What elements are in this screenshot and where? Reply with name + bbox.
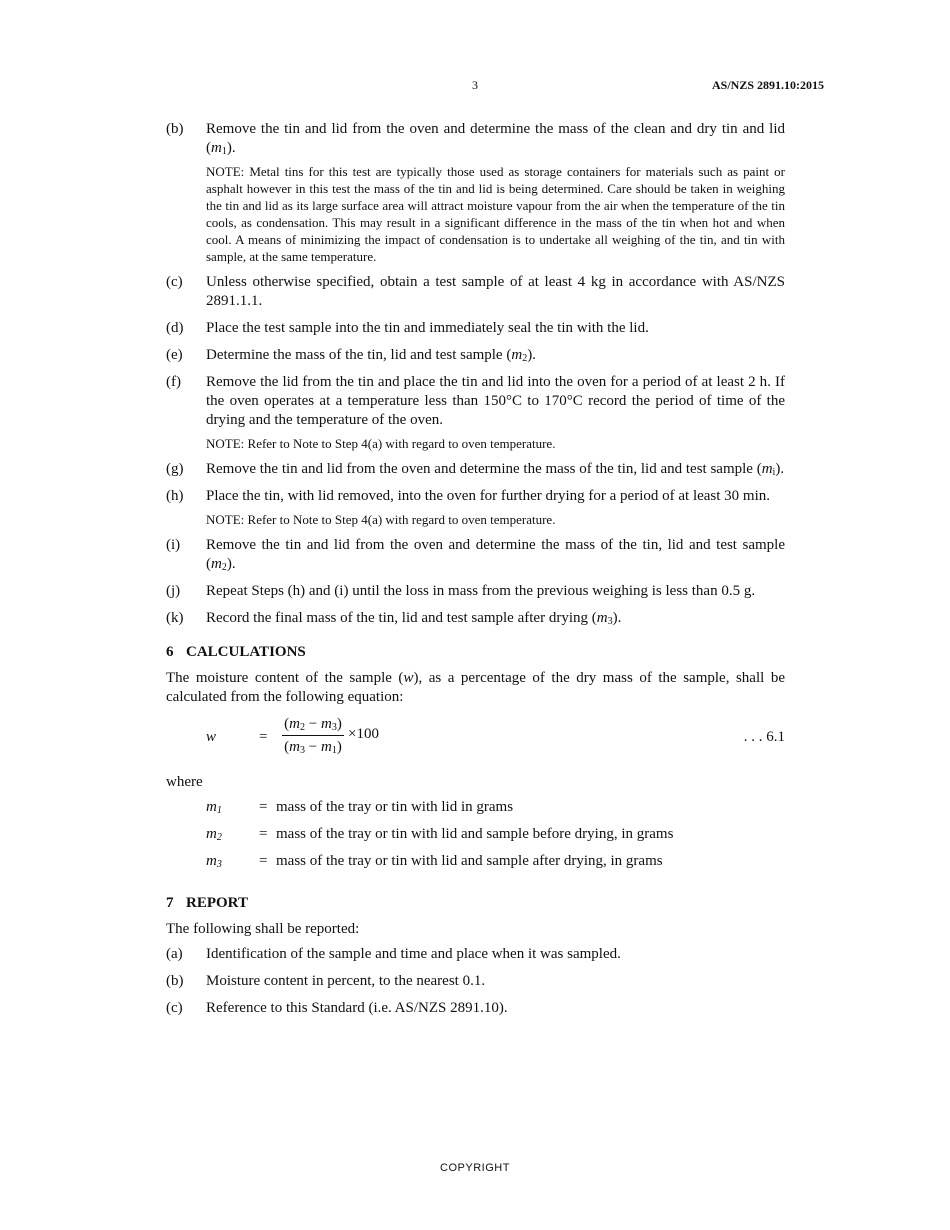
step-text: Unless otherwise specified, obtain a test sample of at least 4 kg in accordance with AS/NZS 2891.1.1. <box>206 274 785 309</box>
step-text-tail: ). <box>226 140 236 156</box>
equation-multiplier: ×100 <box>348 726 379 742</box>
denominator-term-sub: 1 <box>331 745 337 756</box>
step-label: (f) <box>166 374 181 390</box>
procedure-list <box>166 120 785 628</box>
step-variable-subscript: i <box>772 467 776 478</box>
procedure-step-f <box>166 373 785 452</box>
denominator-term: m <box>289 739 301 755</box>
step-label: (i) <box>166 537 181 553</box>
step-note: NOTE: Refer to Note to Step 4(a) with regard to oven temperature. <box>206 512 556 527</box>
step-label: (h) <box>166 488 184 504</box>
section-title: CALCULATIONS <box>186 644 306 660</box>
step-variable-subscript: 3 <box>607 616 613 627</box>
step-note: NOTE: Refer to Note to Step 4(a) with regard to oven temperature. <box>206 436 556 451</box>
definition-text: mass of the tray or tin with lid and sample before drying, in grams <box>276 826 674 842</box>
procedure-step-d <box>166 319 785 338</box>
page-number: 3 <box>472 78 478 92</box>
step-variable-subscript: 2 <box>221 562 227 573</box>
symbol-subscript: 1 <box>216 805 222 816</box>
equation-6-1 <box>166 713 785 765</box>
step-text: Remove the tin and lid from the oven and determine the mass of the clean and dry tin and lid ( <box>206 121 785 156</box>
numerator-term-sub: 3 <box>331 722 337 733</box>
step-text-tail: ). <box>527 347 536 363</box>
equation-lhs: w <box>206 729 217 745</box>
procedure-step-g <box>166 460 785 479</box>
copyright-footer: COPYRIGHT <box>440 1162 510 1174</box>
paren-close: ) <box>336 739 342 755</box>
standard-designation: AS/NZS 2891.10:2015 <box>711 78 824 92</box>
definition-symbol <box>206 852 222 871</box>
intro-text: The moisture content of the sample ( <box>166 670 404 686</box>
definition-m3 <box>206 852 785 879</box>
step-variable-subscript: 1 <box>221 146 227 157</box>
symbol-letter: m <box>206 799 217 815</box>
report-item-text: Identification of the sample and time and place when it was sampled. <box>206 946 621 962</box>
step-text: Remove the tin and lid from the oven and determine the mass of the tin, lid and test sample ( <box>206 461 762 477</box>
fraction-denominator <box>280 736 346 758</box>
minus-operator: − <box>305 739 321 755</box>
report-item-label: (a) <box>166 946 183 962</box>
report-item-text: Reference to this Standard (i.e. AS/NZS 2891.10). <box>206 1000 508 1016</box>
paren-open: ( <box>284 739 290 755</box>
report-item-c <box>166 999 785 1018</box>
step-text: Determine the mass of the tin, lid and test sample ( <box>206 347 512 363</box>
step-note: NOTE: Metal tins for this test are typically those used as storage containers for materials such as paint or asphalt however in this test the mass of the tin and lid is being determined. Care should be taken in weighing the tin and lid as its large surface area will attract moisture vapour from the air when the temperature of the tin cools, as condensation. This may result in a significant difference in the mass of the tin when hot and when cool. A means of minimizing the impact of condensation is to undertake all weighing of the tin, and tin with sample, at the same temperature. <box>206 164 785 264</box>
step-label: (b) <box>166 121 184 137</box>
report-item-a <box>166 945 785 964</box>
step-label: (k) <box>166 610 184 626</box>
paren-close: ) <box>336 716 342 732</box>
definition-symbol <box>206 798 222 817</box>
report-list <box>166 945 785 1018</box>
equation-number: . . . 6.1 <box>743 729 785 745</box>
step-label: (e) <box>166 347 183 363</box>
step-text: Remove the tin and lid from the oven and determine the mass of the tin, lid and test sample ( <box>206 537 785 572</box>
symbol-subscript: 2 <box>216 832 222 843</box>
definition-equals: = <box>259 853 268 869</box>
definition-equals: = <box>259 826 268 842</box>
procedure-step-k <box>166 609 785 628</box>
step-variable: m <box>596 610 608 626</box>
step-label: (d) <box>166 320 184 336</box>
paren-open: ( <box>284 716 290 732</box>
report-intro: The following shall be reported: <box>166 921 360 937</box>
procedure-step-c <box>166 273 785 311</box>
symbol-letter: m <box>206 853 217 869</box>
step-variable: m <box>511 347 523 363</box>
step-variable: m <box>211 556 222 572</box>
numerator-term: m <box>289 716 301 732</box>
equation-equals: = <box>259 729 268 745</box>
step-text: Remove the lid from the tin and place the tin and lid into the oven for a period of at least 2 h. If the oven operates at a temperature less than 150°C to 170°C record the period of time of the drying and the temperature of the oven. <box>206 374 785 428</box>
report-item-text: Moisture content in percent, to the nearest 0.1. <box>206 973 486 989</box>
procedure-step-e <box>166 346 785 365</box>
procedure-step-j <box>166 582 785 601</box>
section-number: 6 <box>166 644 174 660</box>
denominator-term: m <box>320 739 332 755</box>
report-item-b <box>166 972 785 991</box>
procedure-step-i <box>166 536 785 574</box>
denominator-term-sub: 3 <box>300 745 306 756</box>
numerator-term-sub: 2 <box>300 722 306 733</box>
calculations-intro <box>166 669 785 707</box>
symbol-subscript: 3 <box>216 859 222 870</box>
step-text: Repeat Steps (h) and (i) until the loss in mass from the previous weighing is less than 0.5 g. <box>206 583 756 599</box>
intro-variable: w <box>403 670 414 686</box>
definition-text: mass of the tray or tin with lid in grams <box>276 799 514 815</box>
step-variable-subscript: 2 <box>522 353 528 364</box>
definition-text: mass of the tray or tin with lid and sample after drying, in grams <box>276 853 663 869</box>
definition-m1 <box>206 798 785 825</box>
step-label: (g) <box>166 461 184 477</box>
definition-symbol <box>206 825 222 844</box>
report-item-label: (b) <box>166 973 184 989</box>
step-text-tail: ). <box>226 556 236 572</box>
procedure-step-h <box>166 487 785 528</box>
fraction-numerator <box>280 713 346 735</box>
section-heading-report <box>166 895 785 912</box>
step-variable: m <box>761 461 773 477</box>
minus-operator: − <box>305 716 321 732</box>
step-text-tail: ). <box>612 610 622 626</box>
section-title: REPORT <box>186 895 248 911</box>
definition-m2 <box>206 825 785 852</box>
report-item-label: (c) <box>166 1000 183 1016</box>
page-content <box>166 120 785 1026</box>
step-text: Record the final mass of the tin, lid and test sample after drying ( <box>206 610 597 626</box>
step-variable: m <box>211 140 222 156</box>
definition-equals: = <box>259 799 268 815</box>
step-text: Place the tin, with lid removed, into the oven for further drying for a period of at least 30 min. <box>206 488 771 504</box>
section-heading-calculations <box>166 644 785 661</box>
step-text: Place the test sample into the tin and immediately seal the tin with the lid. <box>206 320 649 336</box>
variable-definitions <box>206 798 785 879</box>
equation-fraction <box>280 713 346 758</box>
section-number: 7 <box>166 895 174 911</box>
step-label: (c) <box>166 274 183 290</box>
symbol-letter: m <box>206 826 217 842</box>
procedure-step-b <box>166 120 785 265</box>
step-text-tail: ). <box>775 461 785 477</box>
numerator-term: m <box>320 716 332 732</box>
intro-text-tail: ), as a percentage of the dry mass of the sample, shall be calculated from the following equation: <box>166 670 785 705</box>
where-label: where <box>166 774 203 790</box>
step-label: (j) <box>166 583 181 599</box>
